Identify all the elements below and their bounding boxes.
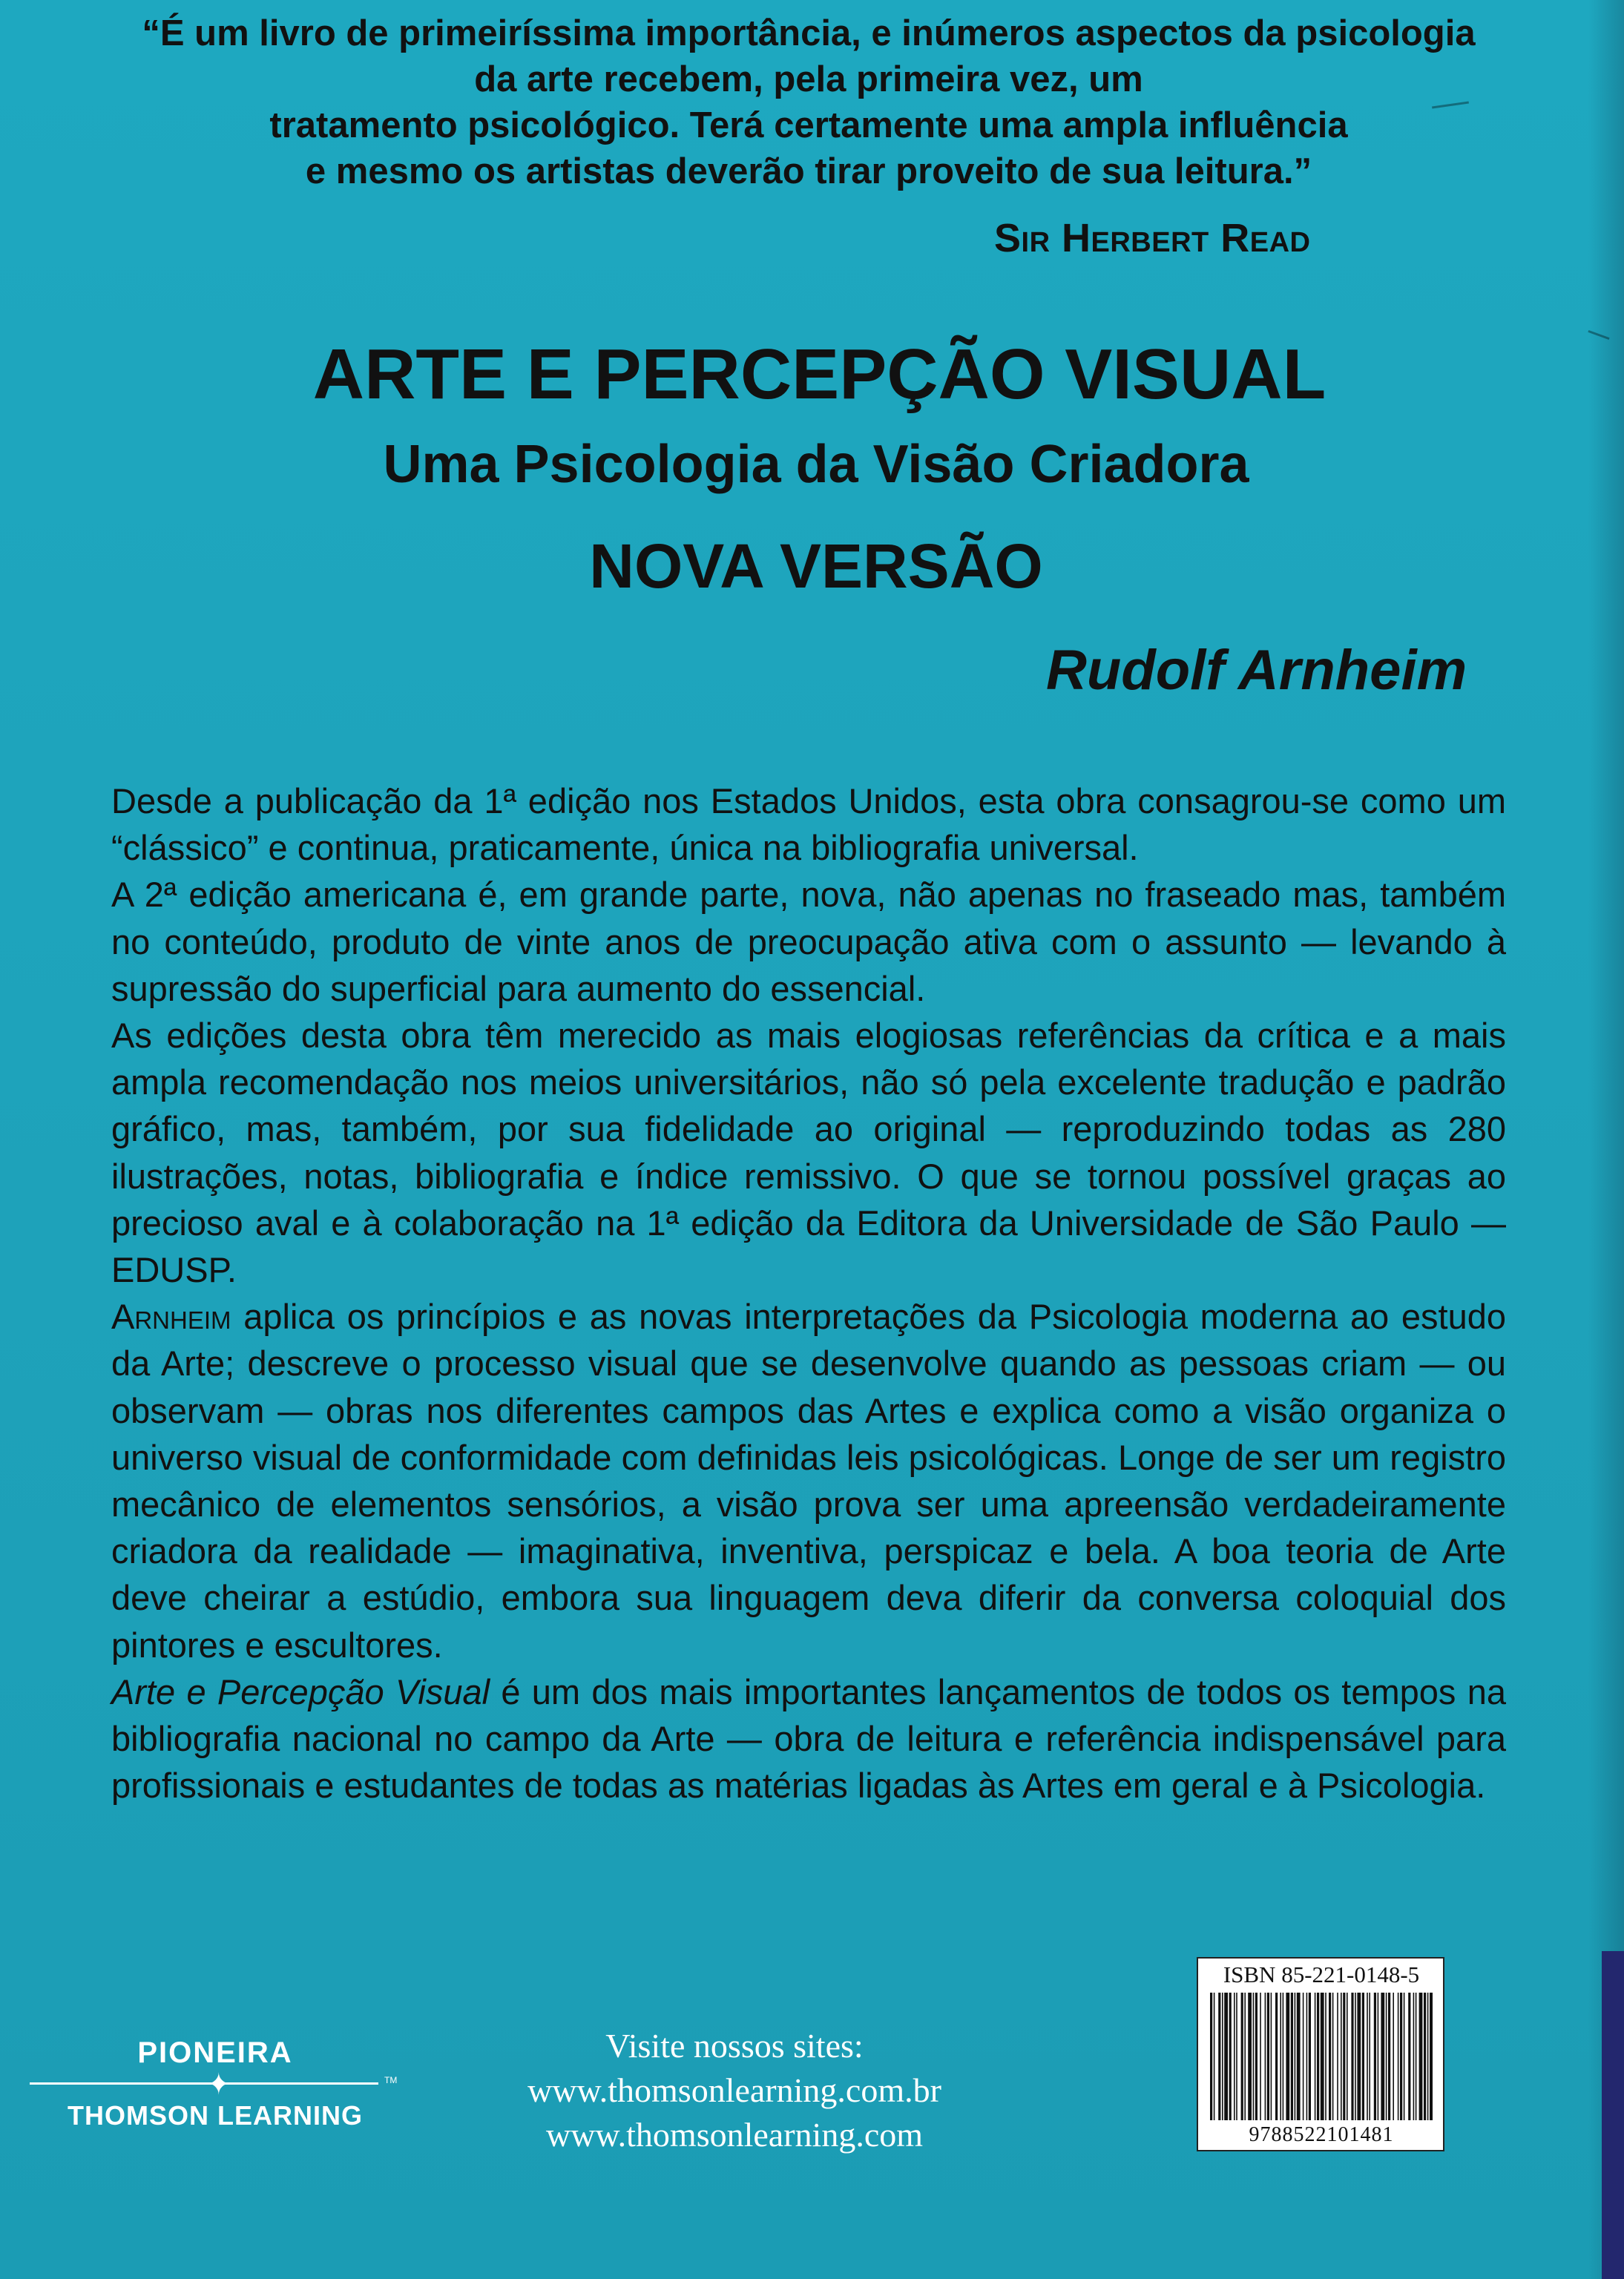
book-title-italic: Arte e Percepção Visual	[111, 1671, 490, 1711]
book-author: Rudolf Arnheim	[1046, 639, 1467, 702]
barcode-bar	[1260, 1993, 1261, 2120]
quote-line: da arte recebem, pela primeira vez, um	[474, 59, 1143, 99]
barcode-icon	[1209, 1993, 1433, 2120]
barcode-bar	[1367, 1993, 1368, 2120]
barcode-bar	[1309, 1993, 1311, 2120]
barcode-bar	[1347, 1993, 1348, 2120]
isbn-label: ISBN 85-221-0148-5	[1223, 1961, 1420, 1987]
barcode-bar	[1408, 1993, 1410, 2120]
barcode-bar	[1351, 1993, 1353, 2120]
barcode-bar	[1393, 1993, 1394, 2120]
barcode-bar	[1341, 1993, 1342, 2120]
barcode-bar	[1329, 1993, 1331, 2120]
barcode-bar	[1295, 1993, 1296, 2120]
barcode-bar	[1413, 1993, 1415, 2120]
barcode-bar	[1280, 1993, 1281, 2120]
site-link: www.thomsonlearning.com.br	[527, 2071, 941, 2109]
barcode-bar	[1244, 1993, 1246, 2120]
barcode-bar	[1253, 1993, 1255, 2120]
book-edition: NOVA VERSÃO	[589, 531, 1043, 601]
barcode-bar	[1218, 1993, 1220, 2120]
barcode-bar	[1386, 1993, 1387, 2120]
barcode-bar	[1275, 1993, 1278, 2120]
barcode-bar	[1398, 1993, 1399, 2120]
quote-line: tratamento psicológico. Terá certamente uma ampla influência	[269, 105, 1348, 145]
barcode-bar	[1337, 1993, 1338, 2120]
quote-author: Sir Herbert Read	[994, 216, 1311, 260]
barcode-bar	[1374, 1993, 1376, 2120]
barcode-bar	[1241, 1993, 1243, 2120]
barcode-bar	[1283, 1993, 1284, 2120]
barcode-bar	[1265, 1993, 1266, 2120]
barcode-bar	[1321, 1993, 1324, 2120]
barcode-bar	[1214, 1993, 1215, 2120]
synopsis-paragraph	[111, 1668, 1506, 1809]
sites-heading: Visite nossos sites:	[605, 2027, 864, 2065]
barcode-bar	[1357, 1993, 1361, 2120]
barcode-bar	[1210, 1993, 1212, 2120]
logo-pioneira: PIONEIRA	[137, 2036, 293, 2069]
barcode-bar	[1388, 1993, 1390, 2120]
publisher-logo	[30, 2036, 415, 2148]
barcode-bar	[1430, 1993, 1433, 2120]
barcode-bar	[1271, 1993, 1272, 2120]
synopsis-text: é um dos mais importantes lançamentos de todos os tempos na bibliografia nacional no campo da Arte — obra de leitura e referência indispensável para profissionais e estudantes de todas as matérias ligadas às Artes em geral e à Psicologia.	[111, 1671, 1507, 1806]
star-icon: ✦	[206, 2068, 231, 2101]
logo-thomson: THOMSON LEARNING	[68, 2100, 363, 2131]
barcode-bar	[1404, 1993, 1405, 2120]
synopsis-paragraph: As edições desta obra têm merecido as mais elogiosas referências da crítica e a mais ampla recomendação nos meios universitários, não só pela excelente tradução e padrão gráfico, mas, também, por sua fidelidade ao original — reproduzindo todas as 280 ilustrações, notas, bibliografia e índice remissivo. O que se tornou possível graças ao precioso aval e à colaboração na 1ª edição da Editora da Universidade de São Paulo — EDUSP.	[111, 1016, 1506, 1290]
barcode-bar	[1224, 1993, 1228, 2120]
barcode-bar	[1355, 1993, 1356, 2120]
book-subtitle: Uma Psicologia da Visão Criadora	[383, 435, 1249, 494]
barcode-bar	[1332, 1993, 1334, 2120]
spine-band	[1602, 1951, 1624, 2279]
barcode-bar	[1381, 1993, 1384, 2120]
barcode-bar	[1317, 1993, 1319, 2120]
barcode-bar	[1378, 1993, 1379, 2120]
barcode-bar	[1248, 1993, 1252, 2120]
book-title: ARTE E PERCEPÇÃO VISUAL	[312, 335, 1327, 414]
synopsis-paragraph: Desde a publicação da 1ª edição nos Estados Unidos, esta obra consagrou-se como um “clássico” e continua, praticamente, única na bibliografia universal.	[111, 781, 1506, 868]
barcode-bar	[1400, 1993, 1402, 2120]
barcode-bar	[1286, 1993, 1289, 2120]
author-name: Arnheim	[111, 1297, 231, 1337]
site-link: www.thomsonlearning.com	[545, 2116, 924, 2154]
barcode-bar	[1427, 1993, 1429, 2120]
barcode-bar	[1315, 1993, 1316, 2120]
synopsis-text: aplica os princípios e as novas interpretações da Psicologia moderna ao estudo da Arte; descreve o processo visual que se desenvolve quando as pessoas criam — ou observam — obras nos diferentes campos das Artes e explica como a visão organiza o universo visual de conformidade com definidas leis psicológicas. Longe de ser um registro mecânico de elementos sensórios, a visão prova ser uma apreensão verdadeiramente criadora da realidade — imaginativa, inventiva, perspicaz e bela. A boa teoria de Arte deve cheirar a estúdio, embora sua linguagem deva diferir da conversa coloquial dos pintores e escultores.	[111, 1297, 1506, 1665]
synopsis-paragraph: A 2ª edição americana é, em grande parte, nova, não apenas no fraseado mas, também no conteúdo, produto de vinte anos de preocupação ativa com o assunto — levando à supressão do superficial para aumento do essencial.	[111, 875, 1506, 1008]
barcode-bar	[1303, 1993, 1304, 2120]
logo-divider	[30, 2082, 378, 2085]
barcode-bar	[1234, 1993, 1235, 2120]
barcode-bar	[1297, 1993, 1301, 2120]
barcode-bar	[1424, 1993, 1426, 2120]
barcode-bar	[1416, 1993, 1417, 2120]
synopsis	[111, 777, 1506, 1809]
barcode-bar	[1325, 1993, 1327, 2120]
barcode-bar	[1267, 1993, 1269, 2120]
barcode-bar	[1419, 1993, 1423, 2120]
quote-line: “É um livro de primeiríssima importância, e inúmeros aspectos da psicologia	[142, 13, 1476, 53]
barcode-bar	[1222, 1993, 1223, 2120]
barcode-bar	[1369, 1993, 1370, 2120]
quote-line: e mesmo os artistas deverão tirar proveito de sua leitura.”	[305, 151, 1312, 191]
websites	[460, 2024, 1009, 2157]
barcode-bar	[1255, 1993, 1258, 2120]
synopsis-paragraph	[111, 1293, 1506, 1668]
review-quote	[82, 10, 1536, 194]
barcode-bar	[1306, 1993, 1308, 2120]
isbn-ean: 9788522101481	[1249, 2123, 1394, 2146]
barcode-bar	[1229, 1993, 1232, 2120]
barcode-bar	[1291, 1993, 1293, 2120]
logo-trademark: TM	[384, 2075, 398, 2085]
barcode-bar	[1362, 1993, 1364, 2120]
barcode-bar	[1343, 1993, 1345, 2120]
barcode-bar	[1236, 1993, 1237, 2120]
isbn-barcode-box	[1197, 1957, 1444, 2151]
